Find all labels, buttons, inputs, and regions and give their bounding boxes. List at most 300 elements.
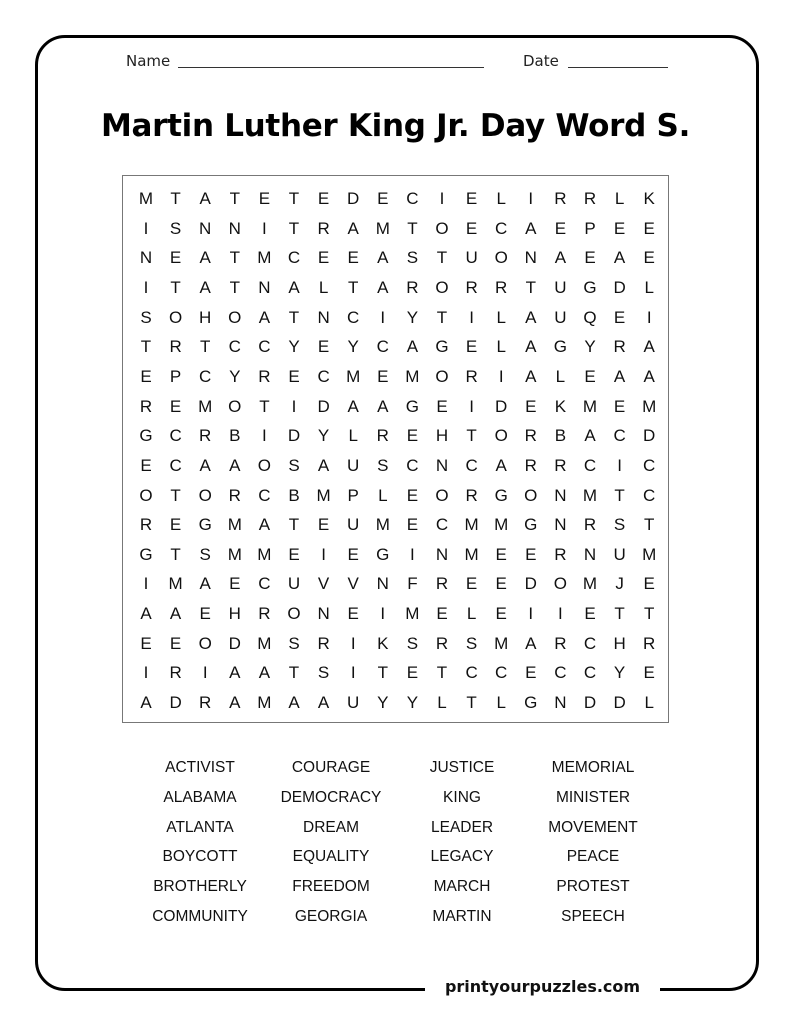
grid-letter[interactable]: A [199, 574, 211, 594]
grid-letter[interactable]: L [496, 693, 506, 713]
grid-letter[interactable]: U [347, 515, 360, 535]
grid-letter[interactable]: M [582, 574, 598, 594]
grid-letter[interactable]: E [643, 248, 655, 268]
grid-letter[interactable]: C [465, 455, 478, 475]
grid-letter[interactable]: A [140, 693, 152, 713]
grid-letter[interactable]: E [643, 218, 655, 238]
grid-letter[interactable]: E [229, 574, 241, 594]
grid-letter[interactable]: O [228, 307, 242, 327]
grid-letter[interactable]: R [435, 574, 449, 594]
grid-letter[interactable]: E [317, 248, 330, 268]
grid-letter[interactable]: G [198, 515, 212, 535]
grid-letter[interactable]: Y [317, 426, 330, 446]
grid-letter[interactable]: A [199, 455, 211, 475]
grid-letter[interactable]: O [228, 396, 242, 416]
grid-letter[interactable]: D [583, 693, 597, 713]
grid-letter[interactable]: A [554, 248, 567, 268]
grid-letter[interactable]: E [258, 189, 271, 208]
grid-letter[interactable]: E [613, 218, 626, 238]
grid-letter[interactable]: R [554, 633, 567, 653]
grid-letter[interactable]: E [169, 515, 182, 535]
grid-letter[interactable]: H [435, 426, 449, 446]
grid-letter[interactable]: M [257, 544, 272, 564]
grid-letter[interactable]: T [288, 663, 300, 683]
grid-letter[interactable]: T [229, 189, 240, 208]
grid-letter[interactable]: D [613, 277, 626, 297]
grid-letter[interactable]: A [643, 366, 655, 386]
grid-letter[interactable]: C [376, 337, 389, 357]
grid-letter[interactable]: C [258, 574, 271, 594]
grid-letter[interactable]: T [436, 307, 448, 327]
grid-letter[interactable]: E [140, 366, 152, 386]
grid-letter[interactable]: O [435, 277, 449, 297]
grid-letter[interactable]: T [347, 277, 359, 297]
grid-letter[interactable]: T [199, 337, 211, 357]
grid-letter[interactable]: U [554, 307, 567, 327]
grid-letter[interactable]: E [406, 485, 419, 505]
grid-letter[interactable]: N [554, 485, 567, 505]
grid-letter[interactable]: N [554, 693, 567, 713]
grid-letter[interactable]: G [494, 485, 508, 505]
grid-letter[interactable]: L [555, 366, 566, 386]
grid-letter[interactable]: R [139, 515, 153, 535]
grid-letter[interactable]: U [347, 693, 360, 713]
grid-letter[interactable]: I [469, 307, 474, 327]
grid-letter[interactable]: T [407, 218, 418, 238]
grid-letter[interactable]: I [143, 663, 149, 683]
grid-letter[interactable]: M [227, 515, 242, 535]
grid-letter[interactable]: R [228, 485, 241, 505]
grid-letter[interactable]: C [554, 663, 567, 683]
grid-letter[interactable]: T [140, 337, 152, 357]
grid-letter[interactable]: Y [406, 307, 419, 327]
grid-letter[interactable]: E [465, 218, 478, 238]
grid-letter[interactable]: I [321, 544, 326, 564]
grid-letter[interactable]: T [170, 277, 181, 297]
grid-letter[interactable]: M [375, 218, 390, 238]
grid-letter[interactable]: S [465, 633, 478, 653]
grid-letter[interactable]: A [199, 277, 211, 297]
grid-letter[interactable]: H [199, 307, 212, 327]
grid-letter[interactable]: S [288, 455, 300, 475]
grid-letter[interactable]: R [465, 485, 478, 505]
grid-letter[interactable]: T [525, 277, 536, 297]
grid-letter[interactable]: A [347, 396, 359, 416]
grid-letter[interactable]: L [644, 277, 654, 297]
grid-letter[interactable]: T [436, 663, 448, 683]
grid-letter[interactable]: R [169, 337, 182, 357]
grid-letter[interactable]: C [169, 455, 182, 475]
grid-letter[interactable]: E [347, 604, 359, 624]
grid-letter[interactable]: R [643, 633, 656, 653]
grid-letter[interactable]: N [228, 218, 241, 238]
grid-letter[interactable]: A [317, 693, 330, 713]
grid-letter[interactable]: I [143, 574, 149, 594]
grid-letter[interactable]: I [350, 633, 356, 653]
grid-letter[interactable]: O [257, 455, 271, 475]
grid-letter[interactable]: R [524, 455, 537, 475]
grid-letter[interactable]: L [496, 337, 506, 357]
grid-letter[interactable]: Y [377, 693, 389, 713]
grid-letter[interactable]: C [347, 307, 360, 327]
grid-letter[interactable]: M [227, 544, 242, 564]
grid-letter[interactable]: A [317, 455, 330, 475]
grid-letter[interactable]: Y [406, 693, 419, 713]
grid-letter[interactable]: T [170, 485, 181, 505]
grid-letter[interactable]: C [258, 485, 271, 505]
grid-letter[interactable]: I [617, 455, 622, 475]
grid-letter[interactable]: E [495, 544, 507, 564]
grid-letter[interactable]: I [291, 396, 297, 416]
grid-letter[interactable]: L [496, 189, 506, 208]
grid-letter[interactable]: T [229, 277, 240, 297]
grid-letter[interactable]: A [229, 663, 241, 683]
grid-letter[interactable]: T [170, 544, 181, 564]
grid-letter[interactable]: O [435, 366, 449, 386]
grid-letter[interactable]: A [199, 248, 211, 268]
name-field[interactable] [178, 67, 484, 68]
grid-letter[interactable]: Y [347, 337, 359, 357]
grid-letter[interactable]: A [258, 307, 271, 327]
grid-letter[interactable]: M [464, 515, 479, 535]
grid-letter[interactable]: M [198, 396, 213, 416]
grid-letter[interactable]: Y [584, 337, 596, 357]
grid-letter[interactable]: R [465, 277, 478, 297]
grid-letter[interactable]: A [377, 277, 389, 297]
grid-letter[interactable]: E [643, 663, 655, 683]
grid-letter[interactable]: E [436, 604, 448, 624]
grid-letter[interactable]: S [613, 515, 626, 535]
grid-letter[interactable]: E [525, 663, 537, 683]
grid-letter[interactable]: A [525, 218, 537, 238]
grid-letter[interactable]: E [584, 366, 596, 386]
grid-letter[interactable]: T [170, 189, 181, 208]
grid-letter[interactable]: D [347, 189, 360, 208]
grid-letter[interactable]: T [288, 189, 300, 208]
grid-letter[interactable]: K [377, 633, 389, 653]
grid-letter[interactable]: U [347, 455, 360, 475]
grid-letter[interactable]: M [582, 396, 598, 416]
grid-letter[interactable]: S [169, 218, 182, 238]
grid-letter[interactable]: R [583, 515, 597, 535]
grid-letter[interactable]: K [643, 189, 655, 208]
grid-letter[interactable]: A [643, 337, 655, 357]
grid-letter[interactable]: S [406, 248, 419, 268]
grid-letter[interactable]: U [613, 544, 626, 564]
grid-letter[interactable]: I [498, 366, 504, 386]
grid-letter[interactable]: I [380, 307, 386, 327]
grid-letter[interactable]: D [287, 426, 301, 446]
grid-letter[interactable]: R [317, 218, 330, 238]
grid-letter[interactable]: A [140, 604, 152, 624]
grid-letter[interactable]: N [554, 515, 567, 535]
grid-letter[interactable]: N [317, 307, 330, 327]
grid-letter[interactable]: T [614, 485, 625, 505]
grid-letter[interactable]: D [228, 633, 241, 653]
grid-letter[interactable]: E [169, 396, 182, 416]
grid-letter[interactable]: E [347, 248, 359, 268]
grid-letter[interactable]: E [169, 248, 182, 268]
grid-letter[interactable]: A [347, 218, 359, 238]
grid-letter[interactable]: R [554, 544, 567, 564]
grid-letter[interactable]: O [553, 574, 567, 594]
grid-letter[interactable]: C [465, 663, 478, 683]
grid-letter[interactable]: G [405, 396, 419, 416]
grid-letter[interactable]: D [495, 396, 508, 416]
grid-letter[interactable]: H [613, 633, 626, 653]
grid-letter[interactable]: C [169, 426, 182, 446]
grid-letter[interactable]: E [169, 633, 182, 653]
grid-letter[interactable]: C [406, 455, 419, 475]
grid-letter[interactable]: I [262, 218, 267, 238]
grid-letter[interactable]: G [376, 544, 390, 564]
grid-letter[interactable]: N [435, 455, 449, 475]
grid-letter[interactable]: E [317, 337, 330, 357]
grid-letter[interactable]: A [258, 663, 271, 683]
grid-letter[interactable]: E [525, 396, 537, 416]
grid-letter[interactable]: I [469, 396, 474, 416]
grid-letter[interactable]: C [317, 366, 330, 386]
grid-letter[interactable]: A [613, 248, 626, 268]
grid-letter[interactable]: A [229, 455, 241, 475]
grid-letter[interactable]: R [406, 277, 419, 297]
grid-letter[interactable]: C [643, 455, 656, 475]
grid-letter[interactable]: T [288, 515, 300, 535]
grid-letter[interactable]: M [582, 485, 598, 505]
grid-letter[interactable]: L [466, 604, 477, 624]
grid-letter[interactable]: B [229, 426, 241, 446]
grid-letter[interactable]: G [139, 426, 153, 446]
grid-letter[interactable]: E [406, 663, 419, 683]
grid-letter[interactable]: M [375, 515, 390, 535]
grid-letter[interactable]: R [435, 633, 449, 653]
grid-letter[interactable]: O [198, 633, 212, 653]
grid-letter[interactable]: I [439, 189, 445, 208]
grid-letter[interactable]: G [139, 544, 153, 564]
grid-letter[interactable]: I [202, 663, 208, 683]
grid-letter[interactable]: N [139, 248, 153, 268]
grid-letter[interactable]: E [140, 455, 152, 475]
grid-letter[interactable]: R [317, 633, 330, 653]
grid-letter[interactable]: P [169, 366, 182, 386]
grid-letter[interactable]: E [465, 189, 478, 208]
grid-letter[interactable]: P [584, 218, 596, 238]
grid-letter[interactable]: M [346, 366, 361, 386]
grid-letter[interactable]: A [495, 455, 507, 475]
grid-letter[interactable]: L [378, 485, 388, 505]
grid-letter[interactable]: I [558, 604, 563, 624]
grid-letter[interactable]: E [377, 366, 389, 386]
grid-letter[interactable]: I [143, 277, 149, 297]
grid-letter[interactable]: U [465, 248, 478, 268]
grid-letter[interactable]: T [436, 248, 448, 268]
grid-letter[interactable]: T [466, 426, 477, 446]
grid-letter[interactable]: L [496, 307, 506, 327]
grid-letter[interactable]: E [613, 307, 626, 327]
grid-letter[interactable]: S [199, 544, 211, 564]
grid-letter[interactable]: T [259, 396, 270, 416]
grid-letter[interactable]: M [316, 485, 331, 505]
grid-letter[interactable]: E [465, 574, 478, 594]
grid-letter[interactable]: H [228, 604, 241, 624]
grid-letter[interactable]: E [525, 544, 537, 564]
grid-letter[interactable]: E [495, 604, 507, 624]
grid-letter[interactable]: M [494, 633, 509, 653]
grid-letter[interactable]: B [554, 426, 567, 446]
grid-letter[interactable]: T [643, 604, 655, 624]
grid-letter[interactable]: A [584, 426, 596, 446]
grid-letter[interactable]: M [464, 544, 479, 564]
grid-letter[interactable]: K [554, 396, 567, 416]
grid-letter[interactable]: G [524, 515, 538, 535]
grid-letter[interactable]: I [350, 663, 356, 683]
grid-letter[interactable]: N [317, 604, 330, 624]
grid-letter[interactable]: M [138, 189, 154, 208]
grid-letter[interactable]: E [643, 574, 655, 594]
grid-letter[interactable]: O [168, 307, 183, 327]
grid-letter[interactable]: Q [583, 307, 597, 327]
grid-letter[interactable]: M [405, 604, 420, 624]
grid-letter[interactable]: U [554, 277, 567, 297]
grid-letter[interactable]: T [466, 693, 477, 713]
grid-letter[interactable]: N [258, 277, 271, 297]
grid-letter[interactable]: M [168, 574, 183, 594]
grid-letter[interactable]: C [583, 455, 597, 475]
grid-letter[interactable]: A [288, 693, 300, 713]
grid-letter[interactable]: C [583, 663, 597, 683]
grid-letter[interactable]: A [377, 248, 389, 268]
grid-letter[interactable]: C [583, 633, 597, 653]
grid-letter[interactable]: E [347, 544, 359, 564]
grid-letter[interactable]: I [262, 426, 267, 446]
grid-letter[interactable]: A [525, 307, 537, 327]
grid-letter[interactable]: G [524, 693, 538, 713]
grid-letter[interactable]: A [525, 337, 537, 357]
grid-letter[interactable]: L [318, 277, 329, 297]
grid-letter[interactable]: E [317, 189, 330, 208]
grid-letter[interactable]: M [494, 515, 509, 535]
grid-letter[interactable]: A [169, 604, 182, 624]
grid-letter[interactable]: A [288, 277, 300, 297]
grid-letter[interactable]: M [642, 544, 657, 564]
grid-letter[interactable]: E [377, 189, 389, 208]
grid-letter[interactable]: S [377, 455, 389, 475]
grid-letter[interactable]: O [494, 426, 508, 446]
grid-letter[interactable]: E [199, 604, 211, 624]
grid-letter[interactable]: O [287, 604, 301, 624]
grid-letter[interactable]: E [465, 337, 478, 357]
grid-letter[interactable]: E [584, 604, 596, 624]
grid-letter[interactable]: C [435, 515, 449, 535]
grid-letter[interactable]: R [139, 396, 153, 416]
grid-letter[interactable]: R [169, 663, 182, 683]
grid-letter[interactable]: O [139, 485, 153, 505]
grid-letter[interactable]: B [288, 485, 300, 505]
grid-letter[interactable]: E [554, 218, 567, 238]
grid-letter[interactable]: R [199, 426, 212, 446]
grid-letter[interactable]: D [169, 693, 182, 713]
grid-letter[interactable]: N [199, 218, 212, 238]
grid-letter[interactable]: T [288, 218, 300, 238]
grid-letter[interactable]: T [229, 248, 240, 268]
grid-letter[interactable]: V [347, 574, 359, 594]
grid-letter[interactable]: S [288, 633, 300, 653]
grid-letter[interactable]: I [410, 544, 415, 564]
grid-letter[interactable]: E [406, 515, 419, 535]
grid-letter[interactable]: T [377, 663, 388, 683]
grid-letter[interactable]: N [524, 248, 537, 268]
grid-letter[interactable]: M [257, 248, 272, 268]
grid-letter[interactable]: P [347, 485, 359, 505]
grid-letter[interactable]: I [528, 604, 534, 624]
grid-letter[interactable]: D [613, 693, 626, 713]
grid-letter[interactable]: T [288, 307, 300, 327]
grid-letter[interactable]: R [554, 189, 567, 208]
grid-letter[interactable]: R [583, 189, 597, 208]
grid-letter[interactable]: C [287, 248, 301, 268]
grid-letter[interactable]: O [494, 248, 508, 268]
grid-letter[interactable]: G [583, 277, 597, 297]
grid-letter[interactable]: I [380, 604, 386, 624]
grid-letter[interactable]: E [140, 633, 152, 653]
grid-letter[interactable]: C [258, 337, 271, 357]
grid-letter[interactable]: E [317, 515, 330, 535]
grid-letter[interactable]: Y [613, 663, 626, 683]
grid-letter[interactable]: L [644, 693, 654, 713]
grid-letter[interactable]: R [199, 693, 212, 713]
grid-letter[interactable]: M [257, 633, 272, 653]
grid-letter[interactable]: M [257, 693, 272, 713]
grid-letter[interactable]: C [228, 337, 241, 357]
grid-letter[interactable]: C [643, 485, 656, 505]
grid-letter[interactable]: N [376, 574, 389, 594]
grid-letter[interactable]: M [405, 366, 420, 386]
grid-letter[interactable]: O [198, 485, 212, 505]
grid-letter[interactable]: R [613, 337, 626, 357]
grid-letter[interactable]: A [199, 189, 211, 208]
grid-letter[interactable]: A [525, 633, 537, 653]
grid-letter[interactable]: E [288, 366, 300, 386]
grid-letter[interactable]: J [615, 574, 624, 594]
grid-letter[interactable]: E [406, 426, 419, 446]
grid-letter[interactable]: S [140, 307, 152, 327]
grid-letter[interactable]: R [524, 426, 537, 446]
grid-letter[interactable]: R [258, 366, 271, 386]
grid-letter[interactable]: O [524, 485, 538, 505]
grid-letter[interactable]: E [288, 544, 300, 564]
grid-letter[interactable]: E [495, 574, 507, 594]
grid-letter[interactable]: Y [288, 337, 300, 357]
grid-letter[interactable]: U [287, 574, 301, 594]
grid-letter[interactable]: C [495, 663, 508, 683]
grid-letter[interactable]: I [646, 307, 652, 327]
grid-letter[interactable]: L [437, 693, 447, 713]
grid-letter[interactable]: E [613, 396, 626, 416]
grid-letter[interactable]: T [643, 515, 655, 535]
grid-letter[interactable]: S [406, 633, 419, 653]
grid-letter[interactable]: A [377, 396, 389, 416]
date-field[interactable] [568, 67, 668, 68]
grid-letter[interactable]: D [643, 426, 656, 446]
grid-letter[interactable]: D [524, 574, 537, 594]
grid-letter[interactable]: S [317, 663, 330, 683]
grid-letter[interactable]: T [614, 604, 625, 624]
grid-letter[interactable]: R [554, 455, 567, 475]
grid-letter[interactable]: A [406, 337, 419, 357]
grid-letter[interactable]: A [229, 693, 241, 713]
grid-letter[interactable]: A [258, 515, 271, 535]
grid-letter[interactable]: A [613, 366, 626, 386]
